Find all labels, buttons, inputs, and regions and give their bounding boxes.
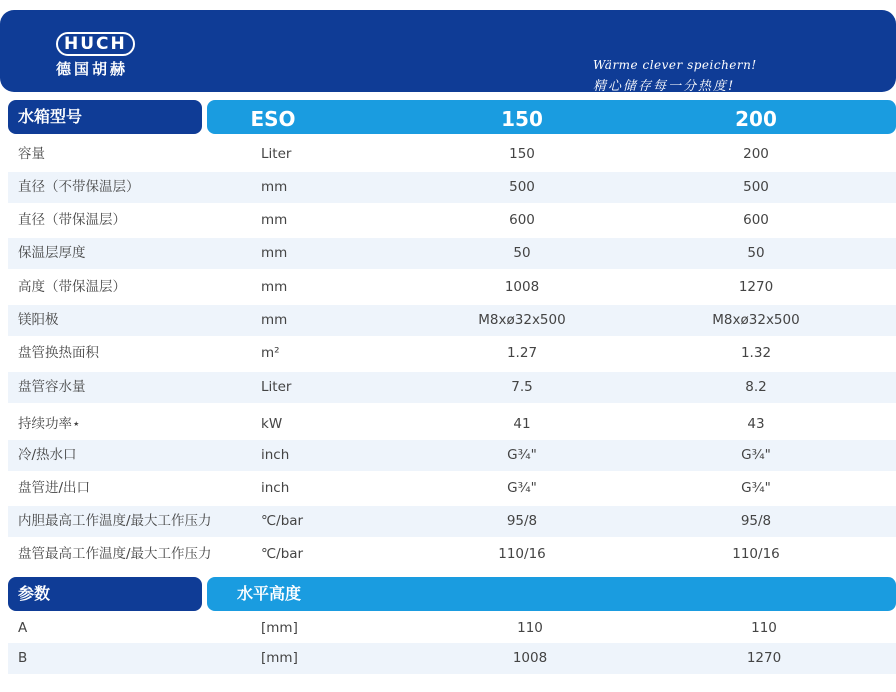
table-row [8, 372, 896, 403]
row-value-150: 95/8 [506, 513, 538, 529]
table-row [8, 409, 896, 440]
table-row [8, 238, 896, 269]
table-row [8, 205, 896, 236]
table-row [8, 643, 896, 674]
table-row [8, 338, 896, 369]
row-unit: Liter [261, 379, 292, 395]
huch-logo [56, 32, 135, 79]
row-value-150: G¾" [507, 447, 537, 463]
row-value-200: 43 [747, 416, 765, 432]
table-row [8, 473, 896, 504]
row-unit: [mm] [261, 650, 298, 666]
row-value-150: 1008 [504, 279, 540, 295]
row-unit: mm [261, 212, 288, 228]
row-unit: mm [261, 179, 288, 195]
row-value-150: 41 [513, 416, 531, 432]
row-name: 持续功率⋆ [18, 416, 81, 432]
row-name: 直径（带保温层） [18, 212, 126, 228]
row-value-150: 600 [509, 212, 535, 228]
row-value-200: 95/8 [740, 513, 772, 529]
header-banner [0, 10, 896, 92]
row-value-200: G¾" [741, 480, 771, 496]
slogan-chinese: 精心储存每一分热度! [593, 79, 736, 94]
logo-mark: HUCH [56, 32, 135, 56]
row-value-200: 110 [751, 620, 777, 636]
row-value-200: 500 [743, 179, 769, 195]
slogan [593, 58, 757, 94]
row-value-200: 1270 [738, 279, 774, 295]
row-name: 盘管进/出口 [18, 480, 91, 496]
table-row [8, 613, 896, 644]
row-unit: inch [261, 480, 290, 496]
row-unit: mm [261, 279, 288, 295]
row-name: 盘管换热面积 [18, 345, 99, 361]
logo-chinese-name: 德国胡赫 [56, 60, 129, 78]
row-value-150: 110/16 [498, 546, 546, 562]
row-unit: ℃/bar [261, 513, 304, 529]
row-name: 保温层厚度 [18, 245, 86, 261]
row-unit: mm [261, 312, 288, 328]
row-name: B [18, 650, 28, 666]
table-row [8, 539, 896, 570]
table-row [8, 139, 896, 170]
slogan-german: Wärme clever speichern! [593, 58, 757, 72]
row-name: 内胆最高工作温度/最大工作压力 [18, 513, 212, 529]
model-name: ESO [250, 107, 296, 131]
row-unit: kW [261, 416, 283, 432]
spec-header-bar [207, 100, 896, 134]
row-value-150: 1008 [512, 650, 548, 666]
table-row [8, 506, 896, 537]
row-value-200: 600 [743, 212, 769, 228]
row-value-200: 1270 [746, 650, 782, 666]
row-value-150: 7.5 [511, 379, 533, 395]
row-value-200: 8.2 [745, 379, 767, 395]
row-value-200: 50 [747, 245, 765, 261]
row-unit: mm [261, 245, 288, 261]
table-row [8, 440, 896, 471]
row-value-150: 110 [517, 620, 543, 636]
row-value-150: 500 [509, 179, 535, 195]
row-value-150: G¾" [507, 480, 537, 496]
row-name: 冷/热水口 [18, 447, 77, 463]
table-row [8, 305, 896, 336]
row-value-200: 1.32 [740, 345, 772, 361]
row-unit: ℃/bar [261, 546, 304, 562]
row-value-200: M8xø32x500 [712, 312, 800, 328]
row-name: 镁阳极 [18, 312, 59, 328]
row-value-150: 150 [509, 146, 535, 162]
model-col-200: 200 [735, 107, 777, 131]
row-name: 盘管容水量 [18, 379, 86, 395]
row-name: 高度（带保温层） [18, 279, 126, 295]
row-value-200: G¾" [741, 447, 771, 463]
row-unit: [mm] [261, 620, 298, 636]
row-name: 容量 [18, 146, 45, 162]
row-value-150: 50 [513, 245, 531, 261]
table-row [8, 272, 896, 303]
param-header-title: 水平高度 [237, 584, 302, 603]
model-col-150: 150 [501, 107, 543, 131]
row-unit: inch [261, 447, 290, 463]
row-value-150: 1.27 [506, 345, 538, 361]
row-unit: m² [261, 345, 280, 361]
row-unit: Liter [261, 146, 292, 162]
row-value-200: 110/16 [732, 546, 780, 562]
table-row [8, 172, 896, 203]
row-value-150: M8xø32x500 [478, 312, 566, 328]
param-header-label: 参数 [8, 577, 202, 611]
spec-header-label: 水箱型号 [8, 100, 202, 134]
row-name: A [18, 620, 28, 636]
row-name: 直径（不带保温层） [18, 179, 140, 195]
row-name: 盘管最高工作温度/最大工作压力 [18, 546, 212, 562]
row-value-200: 200 [743, 146, 769, 162]
param-header-bar [207, 577, 896, 611]
